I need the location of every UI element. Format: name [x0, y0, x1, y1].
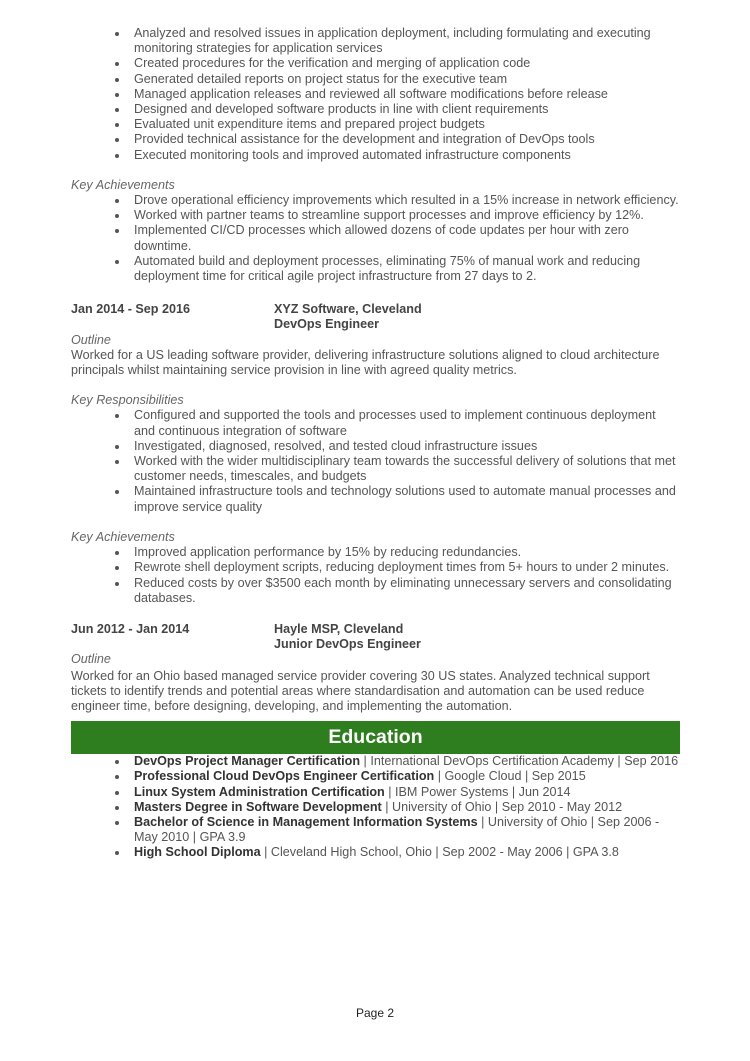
- job-header: [71, 302, 680, 332]
- list-item: Managed application releases and reviewed all software modifications before release: [134, 87, 680, 102]
- achievements-label: Key Achievements: [71, 177, 175, 192]
- list-item: Reduced costs by over $3500 each month by eliminating unnecessary servers and consolidating databases.: [134, 576, 680, 606]
- list-item: Executed monitoring tools and improved automated infrastructure components: [134, 148, 680, 163]
- resume-page-2: [71, 26, 680, 861]
- list-item: [134, 785, 680, 800]
- list-item: Maintained infrastructure tools and technology solutions used to automate manual processes and improve service quality: [134, 484, 680, 514]
- list-item: Provided technical assistance for the development and integration of DevOps tools: [134, 132, 680, 147]
- list-item: Worked with partner teams to streamline support processes and improve efficiency by 12%.: [134, 208, 680, 223]
- list-item: Designed and developed software products in line with client requirements: [134, 102, 680, 117]
- job-company: XYZ Software, Cleveland: [274, 302, 422, 317]
- list-item: Improved application performance by 15% by reducing redundancies.: [134, 545, 680, 560]
- list-item: Automated build and deployment processes, eliminating 75% of manual work and reducing deployment time for critical agile project infrastructure from 27 days to 2.: [134, 254, 680, 284]
- education-title: Linux System Administration Certification: [134, 784, 385, 799]
- achievement-list: [71, 545, 680, 606]
- list-item: [134, 800, 680, 815]
- list-item: [134, 769, 680, 784]
- job-outline: Worked for an Ohio based managed service provider covering 30 US states. Analyzed technical support tickets to identify trends and potential areas where standardisation and automation can be used reduce engineer time, before designing, developing, and implementing the automation.: [71, 668, 650, 713]
- job-header: [71, 622, 680, 652]
- responsibilities-label: Key Responsibilities: [71, 393, 184, 408]
- outline-label: Outline: [71, 332, 111, 347]
- achievement-list: [71, 193, 680, 284]
- list-item: Worked with the wider multidisciplinary team towards the successful delivery of solutions that met customer needs, timescales, and budgets: [134, 454, 680, 484]
- education-title: High School Diploma: [134, 845, 261, 860]
- responsibility-list: [71, 408, 680, 514]
- education-list: [71, 754, 680, 860]
- achievements-label: Key Achievements: [71, 529, 175, 544]
- education-title: Professional Cloud DevOps Engineer Certification: [134, 769, 435, 784]
- list-item: Implemented CI/CD processes which allowed dozens of code updates per hour with zero downtime.: [134, 223, 680, 253]
- job-dates: Jan 2014 - Sep 2016: [71, 302, 191, 317]
- list-item: Drove operational efficiency improvements which resulted in a 15% increase in network efficiency.: [134, 193, 679, 208]
- job-outline: Worked for a US leading software provider, delivering infrastructure solutions aligned to cloud architecture principals whilst maintaining service provision in line with agreed quality metrics.: [71, 347, 660, 378]
- page-number: Page 2: [355, 1006, 395, 1020]
- education-heading: Education: [71, 721, 680, 754]
- list-item: Configured and supported the tools and processes used to implement continuous deployment and continuous integration of software: [134, 408, 680, 438]
- education-detail: | International DevOps Certification Academy | Sep 2016: [360, 754, 679, 769]
- list-item: [134, 754, 680, 769]
- education-title: Bachelor of Science in Management Information Systems: [134, 814, 478, 829]
- job-company: Hayle MSP, Cleveland: [274, 621, 404, 636]
- education-title: DevOps Project Manager Certification: [134, 754, 361, 769]
- list-item: [134, 845, 680, 860]
- list-item: [134, 815, 680, 845]
- responsibility-list: [71, 26, 680, 163]
- education-detail: | Cleveland High School, Ohio | Sep 2002 - May 2006 | GPA 3.8: [260, 845, 619, 860]
- job-dates: Jun 2012 - Jan 2014: [71, 621, 190, 636]
- education-detail: | IBM Power Systems | Jun 2014: [384, 784, 571, 799]
- list-item: Rewrote shell deployment scripts, reducing deployment times from 5+ hours to under 2 minutes.: [134, 560, 680, 575]
- education-detail: | University of Ohio | Sep 2010 - May 2012: [381, 799, 623, 814]
- education-title: Masters Degree in Software Development: [134, 799, 382, 814]
- list-item: Evaluated unit expenditure items and prepared project budgets: [134, 117, 680, 132]
- list-item: Generated detailed reports on project status for the executive team: [134, 72, 680, 87]
- job-title: DevOps Engineer: [274, 317, 379, 332]
- job-title: Junior DevOps Engineer: [274, 637, 421, 652]
- list-item: Created procedures for the verification and merging of application code: [134, 56, 680, 71]
- list-item: Analyzed and resolved issues in application deployment, including formulating and executing monitoring strategies for application services: [134, 26, 680, 56]
- education-detail: | Google Cloud | Sep 2015: [434, 769, 586, 784]
- education-detail: | University of Ohio | Sep 2006 - May 2010 | GPA 3.9: [134, 814, 660, 845]
- list-item: Investigated, diagnosed, resolved, and tested cloud infrastructure issues: [134, 439, 680, 454]
- outline-label: Outline: [71, 652, 111, 667]
